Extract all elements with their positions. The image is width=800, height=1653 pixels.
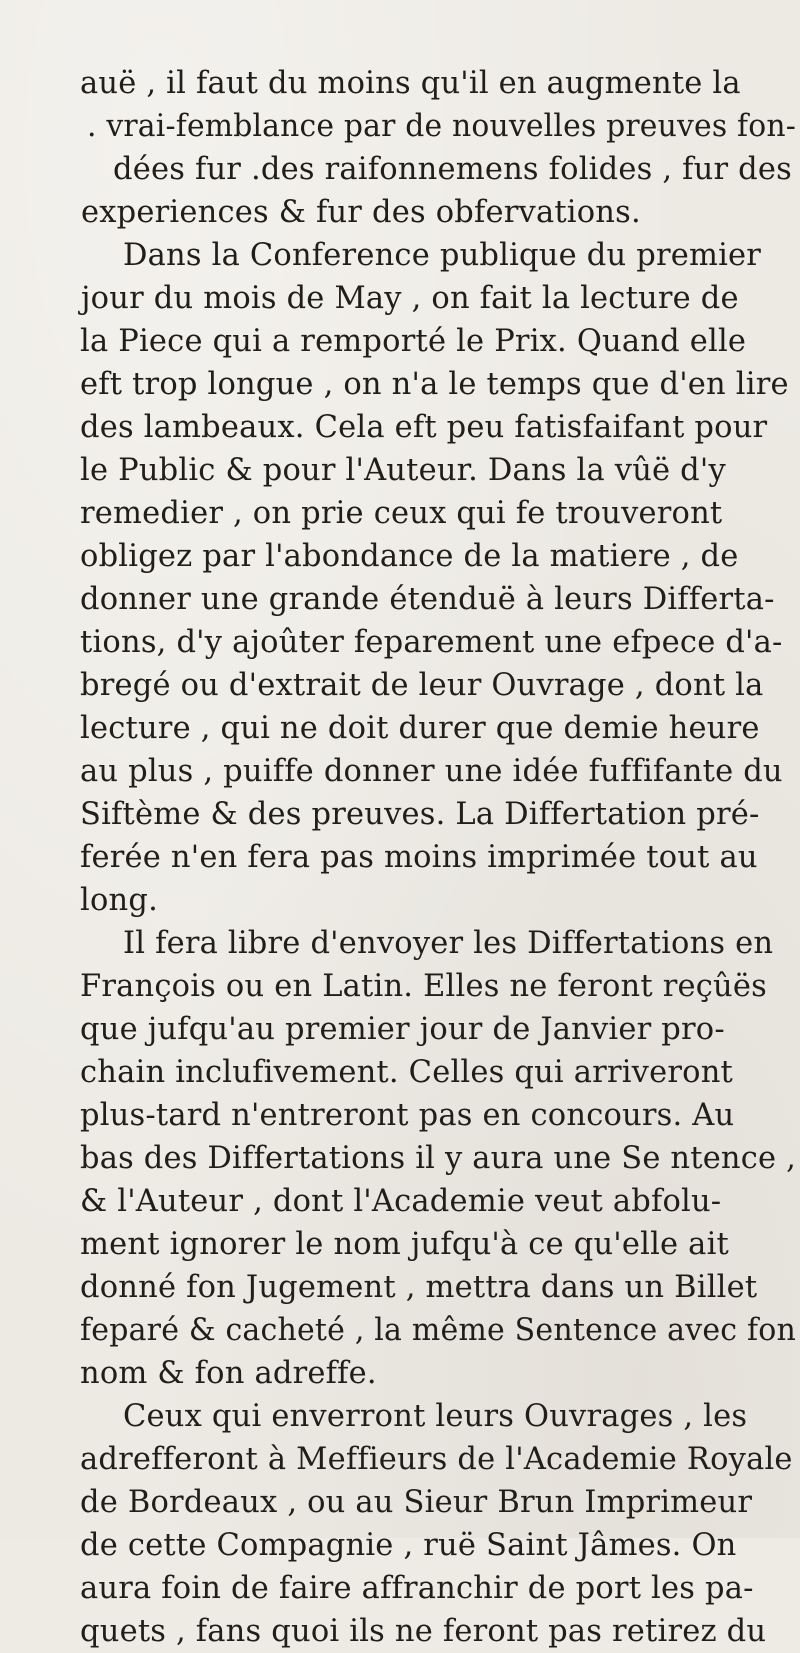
text-line-9: des lambeaux. Cela eft peu fatisfaifant pour <box>80 410 768 445</box>
text-line-16: lecture , qui ne doit durer que demie heure <box>80 711 760 746</box>
text-line-18: Siftème & des preuves. La Differtation pré- <box>80 797 760 832</box>
text-line-4: experiences & fur des obfervations. <box>81 195 641 230</box>
text-line-5: Dans la Conference publique du premier <box>123 238 762 273</box>
text-line-1: auë , il faut du moins qu'il en augmente la <box>80 66 741 101</box>
text-line-21: Il fera libre d'envoyer les Differtations en <box>123 926 774 961</box>
text-line-13: donner une grande étenduë à leurs Differta- <box>80 582 775 617</box>
text-line-33: adrefferont à Meffieurs de l'Academie Royale <box>80 1442 793 1477</box>
text-line-24: chain inclufivement. Celles qui arriveront <box>80 1055 733 1090</box>
page-text <box>80 62 800 1653</box>
text-line-12: obligez par l'abondance de la matiere , de <box>80 539 739 574</box>
text-line-30: feparé & cacheté , la même Sentence avec fon <box>80 1313 797 1348</box>
text-line-8: eft trop longue , on n'a le temps que d'en lire <box>80 367 789 402</box>
text-line-29: donné fon Jugement , mettra dans un Billet <box>80 1270 758 1305</box>
text-line-27: & l'Auteur , dont l'Academie veut abfolu- <box>80 1184 722 1219</box>
text-line-35: de cette Compagnie , ruë Saint Jâmes. On <box>80 1528 737 1563</box>
text-line-19: ferée n'en fera pas moins imprimée tout au <box>80 840 758 875</box>
text-line-20: long. <box>80 883 158 918</box>
text-line-15: bregé ou d'extrait de leur Ouvrage , dont la <box>80 668 764 703</box>
text-line-32: Ceux qui enverront leurs Ouvrages , les <box>123 1399 748 1434</box>
text-line-28: ment ignorer le nom jufqu'à ce qu'elle ait <box>80 1227 729 1262</box>
text-line-22: François ou en Latin. Elles ne feront reçûës <box>80 969 767 1004</box>
text-line-25: plus-tard n'entreront pas en concours. Au <box>80 1098 735 1133</box>
text-line-23: que jufqu'au premier jour de Janvier pro- <box>80 1012 725 1047</box>
text-line-6: jour du mois de May , on fait la lecture de <box>81 281 739 316</box>
text-line-7: la Piece qui a remporté le Prix. Quand elle <box>80 324 747 359</box>
text-line-36: aura foin de faire affranchir de port les pa- <box>80 1571 754 1606</box>
text-line-26: bas des Differtations il y aura une Se ntence , <box>80 1141 797 1176</box>
text-line-2: . vrai-femblance par de nouvelles preuves fon- <box>87 109 796 144</box>
text-line-37: quets , fans quoi ils ne feront pas retirez du <box>80 1614 767 1649</box>
text-line-11: remedier , on prie ceux qui fe trouveront <box>80 496 723 531</box>
text-line-14: tions, d'y ajoûter feparement une efpece d'a- <box>80 625 783 660</box>
text-line-34: de Bordeaux , ou au Sieur Brun Imprimeur <box>80 1485 753 1520</box>
text-line-17: au plus , puiffe donner une idée fuffifante du <box>80 754 783 789</box>
text-line-31: nom & fon adreffe. <box>80 1356 377 1391</box>
text-line-10: le Public & pour l'Auteur. Dans la vûë d'y <box>80 453 726 488</box>
text-line-3: dées fur .des raifonnemens folides , fur des <box>113 152 792 187</box>
